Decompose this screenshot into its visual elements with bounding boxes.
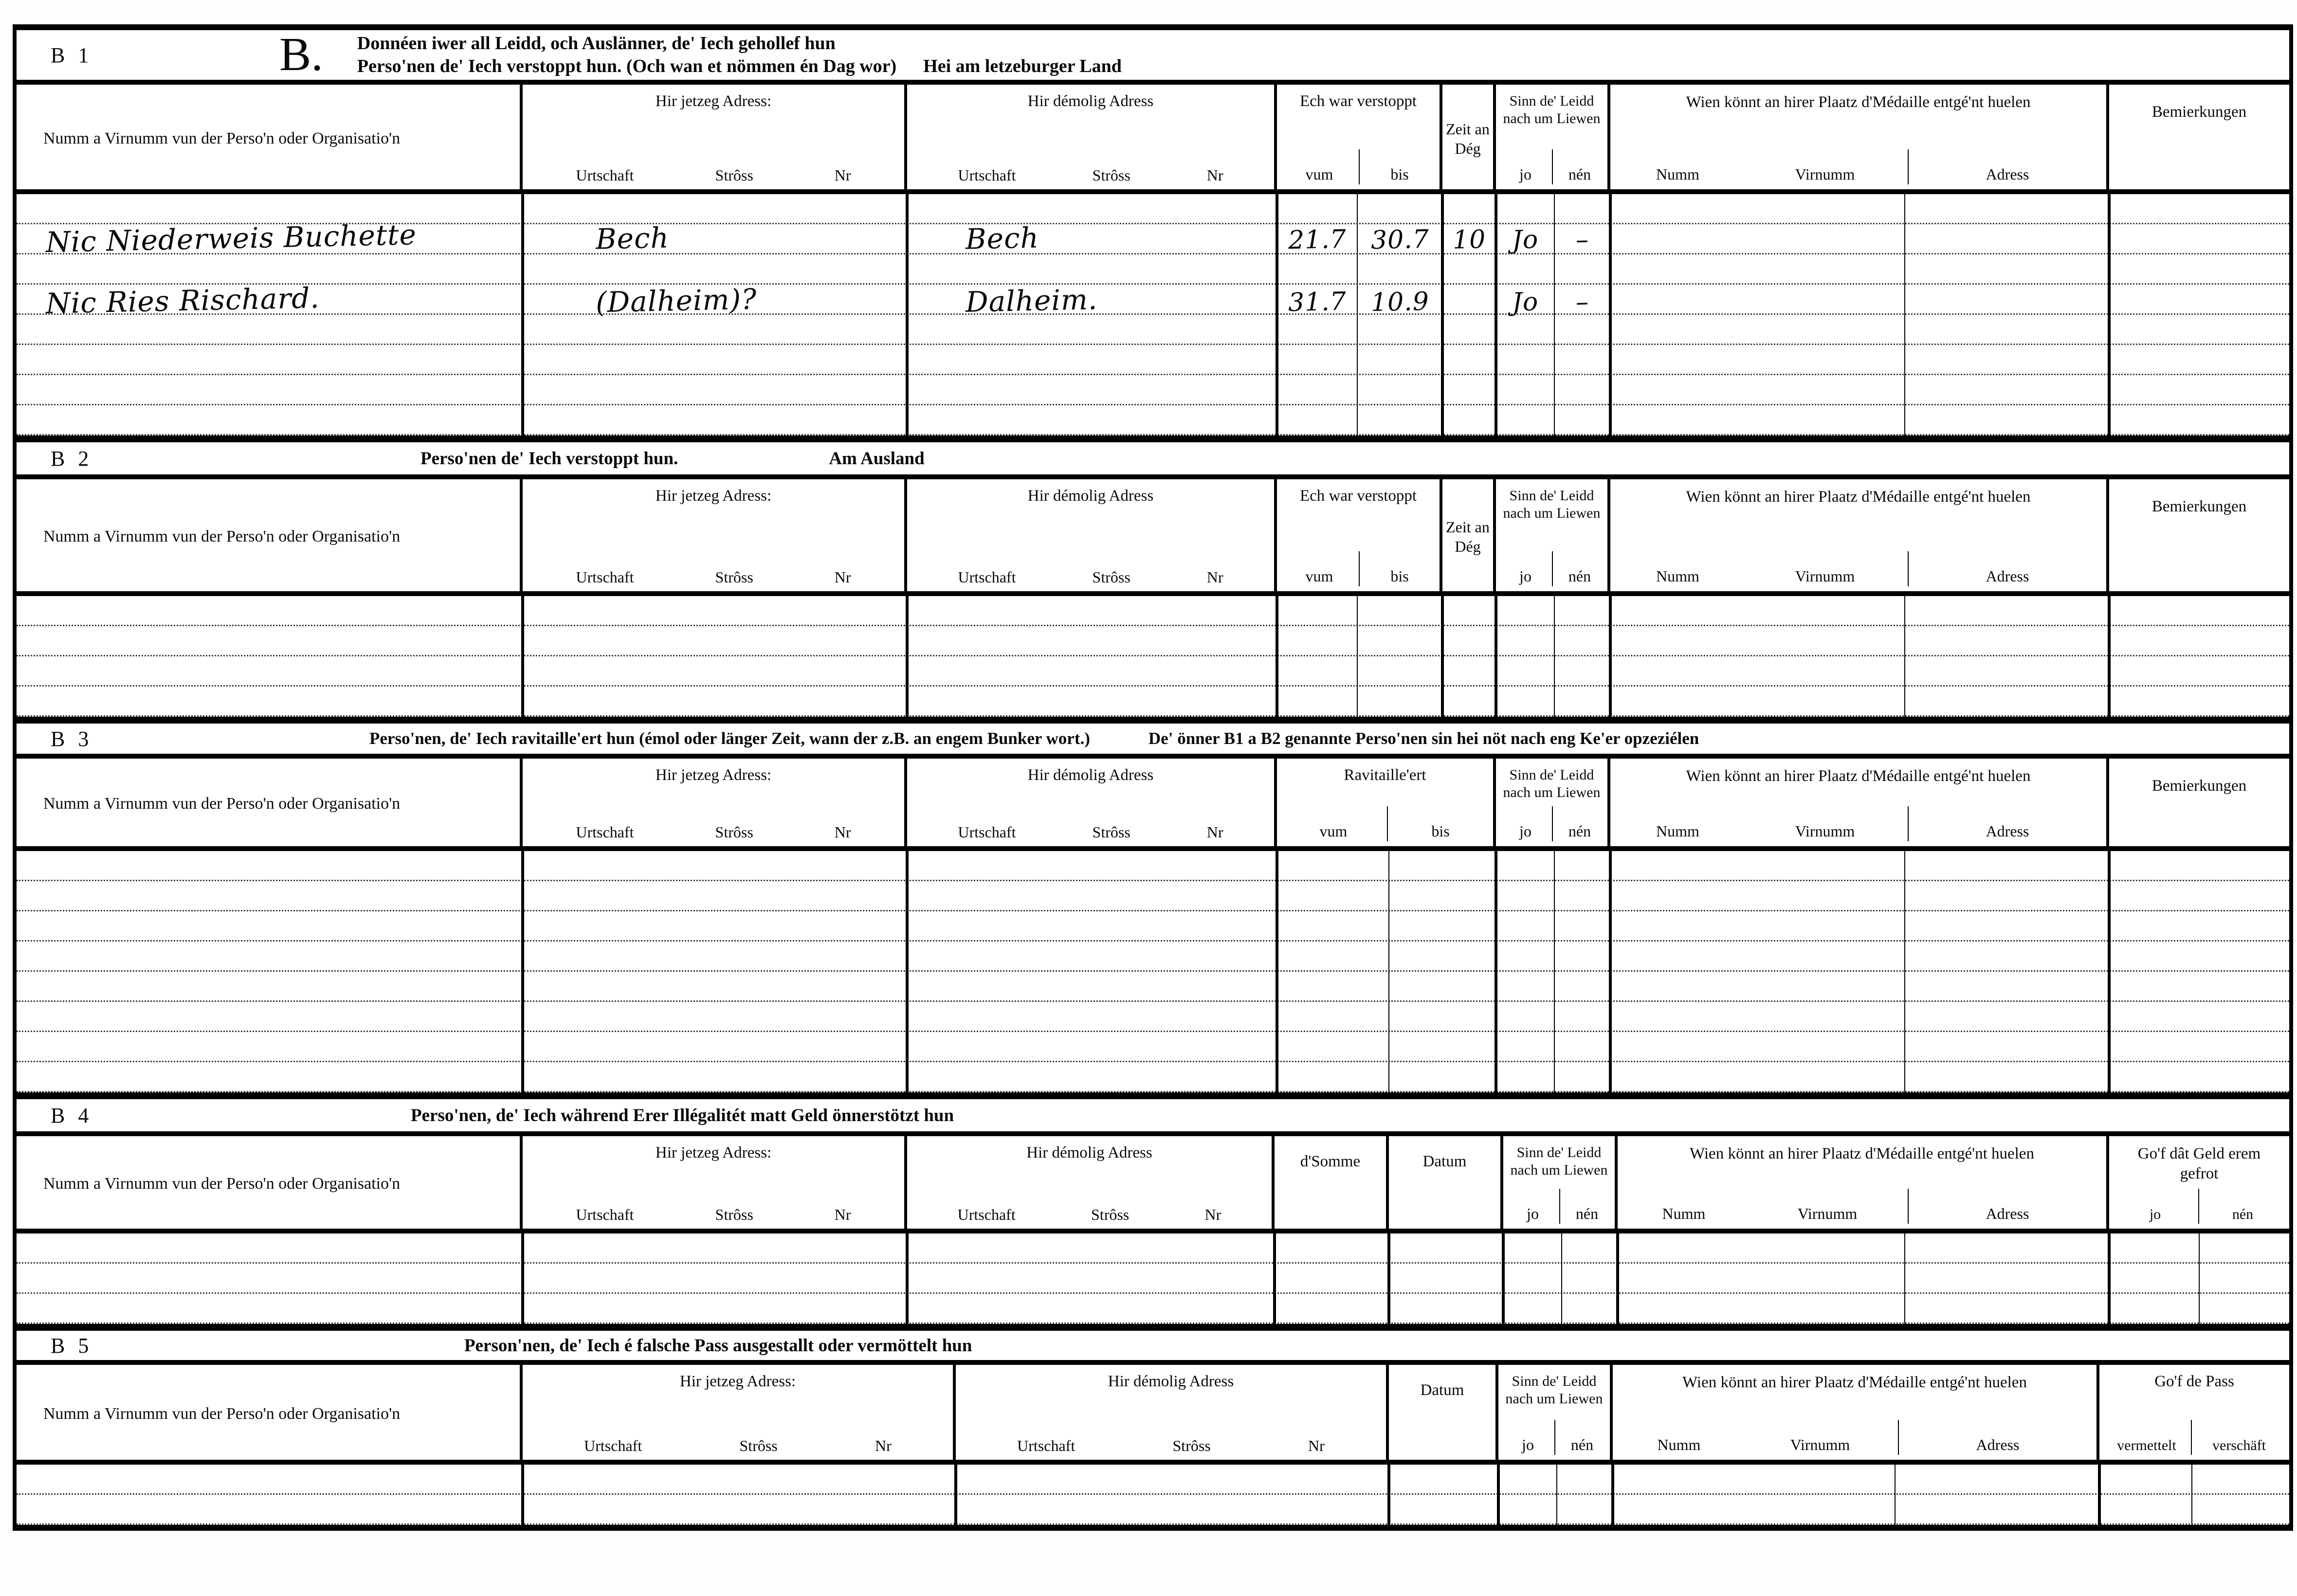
sub-label: Numm — [1656, 567, 1699, 585]
sub-labels — [910, 166, 1271, 184]
sub-label: Strôss — [1092, 166, 1130, 184]
b4-col-sinn — [1503, 1136, 1618, 1229]
sub-label: Strôss — [715, 823, 753, 841]
sub-label: nén — [1568, 567, 1591, 585]
sub-label: Strôss — [739, 1437, 778, 1454]
col-label: Sinn de' Leidd nach um Liewen — [1503, 488, 1601, 521]
sub-labels — [2102, 1420, 2286, 1455]
big-letter-b: B. — [279, 28, 323, 81]
col-label: Numm a Virnumm vun der Perso'n oder Organisatio'n — [43, 129, 401, 147]
column-divider — [1357, 596, 1358, 717]
sub-label: nén — [2232, 1206, 2254, 1222]
b2-header-row — [17, 479, 2289, 596]
b1-heading-line1: Donnéen iwer all Leidd, och Auslänner, de' Iech gehollef hun — [357, 33, 836, 54]
dotted-writing-line — [17, 596, 2289, 626]
col-label: Hir démolig Adress — [1026, 1144, 1152, 1161]
dotted-writing-line — [17, 911, 2289, 942]
entry-sinn-nen: – — [1575, 287, 1589, 317]
sub-label: Nr — [834, 1206, 851, 1223]
col-label: Zeit an Dég — [1446, 120, 1490, 157]
b2-col-wien — [1610, 479, 2109, 591]
sub-label: Strôss — [715, 166, 753, 184]
b2-col-bemierkungen — [2109, 479, 2289, 591]
b2-subtitle: Am Ausland — [829, 448, 925, 469]
sub-label: Urtschaft — [958, 823, 1016, 841]
dotted-writing-line — [17, 345, 2289, 375]
sub-label: Virnumm — [1790, 1436, 1850, 1453]
dotted-writing-line — [17, 626, 2289, 656]
column-divider — [2098, 1465, 2101, 1525]
column-divider — [1554, 194, 1555, 435]
b1-col-bemierkungen — [2109, 85, 2289, 189]
b4-title-row — [17, 1099, 2289, 1136]
sub-labels — [1501, 1420, 1607, 1455]
column-divider — [2108, 596, 2111, 717]
sub-labels — [1499, 551, 1604, 586]
column-divider — [906, 194, 909, 435]
sub-labels — [1506, 1189, 1612, 1224]
column-divider — [1904, 1233, 1905, 1324]
b1-col-sinn — [1496, 85, 1610, 189]
dotted-writing-line — [17, 1233, 2289, 1264]
dotted-writing-line — [17, 851, 2289, 881]
b4-header-row — [17, 1136, 2289, 1233]
sub-label: vum — [1280, 806, 1388, 841]
col-label: Numm a Virnumm vun der Perso'n oder Organisatio'n — [43, 1404, 401, 1423]
b1-col-jetzeg-adress — [523, 85, 907, 189]
b2-title-row — [17, 442, 2289, 479]
b3-col-wien — [1610, 759, 2109, 846]
sub-label: Strôss — [715, 1206, 753, 1223]
dotted-writing-line — [17, 942, 2289, 972]
col-label: Hir démolig Adress — [1108, 1373, 1234, 1390]
b5-title-row — [17, 1331, 2289, 1365]
b4-col-wien — [1618, 1136, 2109, 1229]
b2-col-sinn — [1496, 479, 1610, 591]
sub-label: Numm — [1662, 1205, 1706, 1222]
b1-heading-line2: Perso'nen de' Iech verstoppt hun. (Och wan et nömmen én Dag wor) — [357, 56, 897, 76]
dotted-writing-line — [17, 1294, 2289, 1324]
column-divider — [1441, 194, 1444, 435]
col-label: Go'f de Pass — [2154, 1373, 2234, 1390]
sub-label: jo — [1499, 149, 1553, 184]
column-divider — [2108, 1233, 2111, 1324]
col-label: Numm a Virnumm vun der Perso'n oder Organisatio'n — [43, 527, 401, 545]
sub-label: nén — [1570, 1436, 1594, 1453]
column-divider — [521, 1233, 524, 1324]
sub-label: jo — [1499, 551, 1553, 586]
dotted-writing-line — [17, 1002, 2289, 1032]
b5-col-wien — [1613, 1365, 2099, 1460]
b1-heading-line2-wrap — [357, 55, 1122, 78]
sub-labels — [1613, 149, 2103, 184]
sub-labels — [910, 823, 1271, 841]
entry-demolig-urtschaft: Dalheim. — [965, 283, 1098, 319]
column-divider — [1273, 1233, 1276, 1324]
b5-writing-area — [17, 1465, 2289, 1525]
col-label: Wien könnt an hirer Plaatz d'Médaille entgé'nt huelen — [1686, 93, 2031, 111]
b4-col-datum — [1389, 1136, 1503, 1229]
col-label: Wien könnt an hirer Plaatz d'Médaille entgé'nt huelen — [1682, 1374, 2027, 1391]
b5-col-jetzeg-adress — [523, 1365, 956, 1460]
sub-label: bis — [1390, 567, 1409, 585]
sub-label: Adress — [1908, 149, 2106, 184]
b5-col-sinn — [1498, 1365, 1613, 1460]
b3-writing-area — [17, 851, 2289, 1092]
sub-label: jo — [1506, 1189, 1560, 1224]
sub-label: verschäft — [2212, 1437, 2266, 1453]
column-divider — [1276, 596, 1278, 717]
sub-label: Urtschaft — [576, 166, 634, 184]
col-label: Bemierkungen — [2151, 498, 2247, 515]
column-divider — [2191, 1465, 2192, 1525]
column-divider — [1357, 194, 1358, 435]
b5-col-datum — [1389, 1365, 1498, 1460]
entry-bis: 30.7 — [1370, 224, 1430, 255]
col-label: Bemierkungen — [2151, 777, 2247, 795]
sub-labels — [1616, 1420, 2094, 1455]
column-divider — [1609, 596, 1612, 717]
col-label: Hir démolig Adress — [1027, 92, 1154, 110]
dotted-writing-line — [17, 881, 2289, 911]
sub-label: Strôss — [1092, 823, 1130, 841]
b3-col-bemierkungen — [2109, 759, 2289, 846]
col-label: Wien könnt an hirer Plaatz d'Médaille entgé'nt huelen — [1686, 488, 2031, 506]
section-b2 — [17, 435, 2289, 717]
sub-label: Urtschaft — [958, 166, 1016, 184]
sub-labels — [1280, 806, 1490, 841]
sub-labels — [526, 1437, 950, 1455]
column-divider — [1441, 596, 1444, 717]
sub-label: Urtschaft — [576, 823, 634, 841]
b1-heading-note: Hei am letzeburger Land — [923, 56, 1122, 76]
column-divider — [521, 194, 524, 435]
b3-col-sinn — [1496, 759, 1610, 846]
column-divider — [906, 596, 909, 717]
sub-labels — [2112, 1189, 2286, 1224]
col-label: Sinn de' Leidd nach um Liewen — [1510, 1144, 1608, 1178]
b4-col-name — [17, 1136, 523, 1229]
sub-label: Adress — [1908, 551, 2106, 586]
column-divider — [1502, 1233, 1505, 1324]
b1-col-zeit — [1442, 85, 1496, 189]
column-divider — [1609, 194, 1612, 435]
column-divider — [906, 851, 909, 1092]
sub-label: Urtschaft — [958, 568, 1016, 586]
sub-label: Urtschaft — [576, 1206, 634, 1223]
dotted-writing-line — [17, 972, 2289, 1002]
b1-header-row — [17, 85, 2289, 194]
sub-label: Adress — [1898, 1420, 2096, 1455]
column-divider — [1495, 851, 1497, 1092]
sub-label: Nr — [834, 568, 851, 586]
sub-label: jo — [1501, 1420, 1555, 1455]
b1-section-label: B 1 — [51, 43, 93, 67]
dotted-writing-line — [17, 1495, 2289, 1525]
sub-label: Numm — [1657, 1436, 1701, 1453]
sub-labels — [1621, 1189, 2103, 1224]
sub-label: Nr — [834, 823, 851, 841]
column-divider — [2108, 851, 2111, 1092]
col-label: Ech war verstoppt — [1299, 487, 1417, 505]
column-divider — [1495, 194, 1497, 435]
b4-col-demolig-adress — [907, 1136, 1275, 1229]
sub-label: Virnumm — [1795, 567, 1855, 585]
col-label: Wien könnt an hirer Plaatz d'Médaille entgé'nt huelen — [1686, 767, 2031, 785]
col-label: Hir jetzeg Adress: — [655, 1144, 772, 1161]
dotted-writing-line — [17, 1465, 2289, 1495]
col-label: Ech war verstoppt — [1299, 92, 1417, 110]
sub-label: Strôss — [1092, 568, 1130, 586]
sub-label: bis — [1390, 165, 1409, 183]
col-label: Ravitaille'ert — [1344, 766, 1426, 784]
sub-label: Nr — [1308, 1437, 1325, 1454]
sub-label: Virnumm — [1797, 1205, 1858, 1222]
b5-section-label: B 5 — [51, 1333, 93, 1358]
dotted-writing-line — [17, 1062, 2289, 1092]
sub-labels — [1613, 551, 2103, 586]
sub-label: vum — [1280, 149, 1360, 184]
sub-label: Adress — [1908, 1189, 2106, 1224]
sub-labels — [526, 166, 901, 184]
entry-zeit — [1442, 254, 1496, 317]
b1-title-row — [17, 30, 2289, 85]
col-label: Sinn de' Leidd nach um Liewen — [1503, 767, 1601, 800]
column-divider — [1611, 1465, 1614, 1525]
column-divider — [1561, 1233, 1562, 1324]
b5-col-demolig-adress — [956, 1365, 1389, 1460]
col-label: Hir jetzeg Adress: — [655, 487, 772, 505]
entry-vum: 21.7 — [1287, 224, 1347, 255]
section-b1 — [17, 30, 2289, 435]
b3-title2: De' önner B1 a B2 genannte Perso'nen sin hei nöt nach eng Ke'er opzeziélen — [1148, 729, 1699, 748]
col-label: Hir jetzeg Adress: — [655, 766, 772, 784]
section-b5 — [17, 1324, 2289, 1525]
column-divider — [1616, 1233, 1619, 1324]
col-label: Zeit an Dég — [1446, 518, 1490, 555]
entry-zeit: 10 — [1452, 225, 1486, 255]
sub-label: jo — [1499, 806, 1553, 841]
column-divider — [521, 596, 524, 717]
b1-entry-row — [17, 194, 1610, 259]
b5-col-gof-pass — [2099, 1365, 2289, 1460]
dotted-writing-line — [17, 1032, 2289, 1062]
sub-label: Nr — [1206, 166, 1223, 184]
sub-label: Strôss — [715, 568, 753, 586]
sub-labels — [1280, 149, 1437, 184]
sub-label: Nr — [834, 166, 851, 184]
column-divider — [521, 851, 524, 1092]
b3-section-label: B 3 — [51, 726, 93, 751]
section-b3 — [17, 717, 2289, 1092]
column-divider — [2199, 1233, 2200, 1324]
sub-label: Nr — [1206, 568, 1223, 586]
col-label: Hir jetzeg Adress: — [655, 92, 772, 110]
column-divider — [1276, 851, 1278, 1092]
sub-label: vermettelt — [2102, 1420, 2192, 1455]
b3-title-row — [17, 724, 2289, 759]
column-divider — [1609, 851, 1612, 1092]
entry-jetzeg-urtschaft: Bech — [595, 221, 670, 256]
b4-section-label: B 4 — [51, 1103, 93, 1127]
sub-labels — [1280, 551, 1437, 586]
b1-heading — [357, 32, 1122, 78]
b4-col-gof-geld — [2109, 1136, 2289, 1229]
column-divider — [1554, 851, 1555, 1092]
b2-section-label: B 2 — [51, 446, 93, 471]
column-divider — [1904, 596, 1905, 717]
column-divider — [954, 1465, 957, 1525]
sub-label: nén — [1568, 822, 1591, 840]
b1-col-verstoppt — [1277, 85, 1442, 189]
sub-label: bis — [1431, 822, 1450, 840]
entry-sinn-jo: Jo — [1512, 287, 1539, 317]
b2-col-zeit — [1442, 479, 1496, 591]
sub-label: Virnumm — [1795, 165, 1855, 183]
sub-labels — [910, 568, 1271, 586]
sub-label: Numm — [1656, 165, 1699, 183]
entry-vum: 31.7 — [1287, 287, 1347, 318]
b4-title: Perso'nen, de' Iech während Erer Illégalitét matt Geld önnerstötzt hun — [411, 1105, 954, 1125]
column-divider — [1904, 194, 1905, 435]
sub-label: Adress — [1908, 806, 2106, 841]
col-label: Hir jetzeg Adress: — [679, 1373, 796, 1390]
column-divider — [906, 1233, 909, 1324]
b5-header-row — [17, 1365, 2289, 1465]
entry-demolig-urtschaft: Bech — [965, 221, 1039, 256]
sub-labels — [1499, 806, 1604, 841]
b2-writing-area — [17, 596, 2289, 717]
col-label: Sinn de' Leidd nach um Liewen — [1505, 1373, 1603, 1407]
sub-label: Nr — [1206, 823, 1223, 841]
dotted-writing-line — [17, 315, 2289, 345]
col-label: Datum — [1422, 1153, 1467, 1170]
sub-labels — [1613, 806, 2103, 841]
b3-col-jetzeg-adress — [523, 759, 907, 846]
b1-writing-area — [17, 194, 2289, 435]
b4-writing-area — [17, 1233, 2289, 1324]
entry-bis: 10.9 — [1370, 287, 1430, 318]
column-divider — [1554, 596, 1555, 717]
sub-label: Urtschaft — [576, 568, 634, 586]
b2-col-jetzeg-adress — [523, 479, 907, 591]
sub-labels — [910, 1206, 1269, 1224]
column-divider — [1495, 596, 1497, 717]
sub-label: Urtschaft — [957, 1206, 1016, 1223]
column-divider — [1387, 1233, 1390, 1324]
col-label: Wien könnt an hirer Plaatz d'Médaille entgé'nt huelen — [1690, 1145, 2034, 1162]
entry-name: Nic Niederweis Buchette — [45, 218, 417, 259]
column-divider — [1895, 1465, 1896, 1525]
b3-title: Perso'nen, de' Iech ravitaille'ert hun (émol oder länger Zeit, wann der z.B. an engem Bunker wort.) — [369, 729, 1090, 748]
b1-col-wien — [1610, 85, 2109, 189]
b3-col-ravitailleert — [1277, 759, 1496, 846]
col-label: Datum — [1420, 1381, 1464, 1399]
b1-col-name — [17, 85, 523, 189]
sub-labels — [526, 1206, 901, 1224]
col-label: Hir démolig Adress — [1027, 487, 1154, 505]
col-label: Numm a Virnumm vun der Perso'n oder Organisatio'n — [43, 1175, 401, 1193]
col-label: Numm a Virnumm vun der Perso'n oder Organisatio'n — [43, 795, 401, 813]
sub-label: Nr — [875, 1437, 892, 1454]
column-divider — [1388, 851, 1389, 1092]
sub-label: Virnumm — [1795, 822, 1855, 840]
sub-labels — [1499, 149, 1604, 184]
b5-col-name — [17, 1365, 523, 1460]
b5-title: Person'nen, de' Iech é falsche Pass ausgestallt oder vermöttelt hun — [464, 1335, 972, 1356]
sub-label: nén — [1568, 165, 1591, 183]
b1-col-demolig-adress — [907, 85, 1277, 189]
sub-label: Strôss — [1091, 1206, 1130, 1223]
entry-jetzeg-urtschaft: (Dalheim)? — [595, 282, 757, 319]
dotted-writing-line — [17, 375, 2289, 405]
b3-col-demolig-adress — [907, 759, 1277, 846]
column-divider — [1556, 1465, 1557, 1525]
b2-col-verstoppt — [1277, 479, 1442, 591]
column-divider — [1387, 1465, 1390, 1525]
sub-label: Strôss — [1172, 1437, 1211, 1454]
sub-label: Nr — [1204, 1206, 1221, 1223]
section-b4 — [17, 1092, 2289, 1324]
sub-label: jo — [2112, 1189, 2199, 1224]
column-divider — [1276, 194, 1278, 435]
col-label: Go'f dât Geld erem gefrot — [2137, 1145, 2261, 1183]
entry-sinn-jo: Jo — [1512, 225, 1539, 255]
dotted-writing-line — [17, 1264, 2289, 1294]
b1-entry-row — [17, 254, 1610, 320]
dotted-writing-line — [17, 656, 2289, 687]
b3-col-name — [17, 759, 523, 846]
sub-label: Numm — [1656, 822, 1699, 840]
col-label: Sinn de' Leidd nach um Liewen — [1503, 93, 1601, 127]
sub-labels — [959, 1437, 1383, 1455]
sub-label: Urtschaft — [584, 1437, 642, 1454]
col-label: Hir démolig Adress — [1027, 766, 1154, 784]
col-label: d'Somme — [1300, 1153, 1361, 1170]
sub-label: Urtschaft — [1017, 1437, 1076, 1454]
dotted-writing-line — [17, 405, 2289, 435]
column-divider — [521, 1465, 524, 1525]
sub-labels — [526, 823, 901, 841]
b4-col-jetzeg-adress — [523, 1136, 907, 1229]
b4-col-somme — [1275, 1136, 1389, 1229]
entry-name: Nic Ries Rischard. — [45, 281, 320, 320]
b2-col-demolig-adress — [907, 479, 1277, 591]
b2-col-name — [17, 479, 523, 591]
b3-header-row — [17, 759, 2289, 851]
column-divider — [2108, 194, 2111, 435]
sub-label: nén — [1575, 1205, 1599, 1222]
entry-sinn-nen: – — [1575, 225, 1589, 255]
dotted-writing-line — [17, 687, 2289, 717]
scanned-form — [13, 24, 2293, 1531]
sub-label: vum — [1280, 551, 1360, 586]
column-divider — [1497, 1465, 1500, 1525]
column-divider — [1904, 851, 1905, 1092]
sub-labels — [526, 568, 901, 586]
b2-title: Perso'nen de' Iech verstoppt hun. — [420, 448, 678, 469]
col-label: Bemierkungen — [2151, 103, 2247, 121]
